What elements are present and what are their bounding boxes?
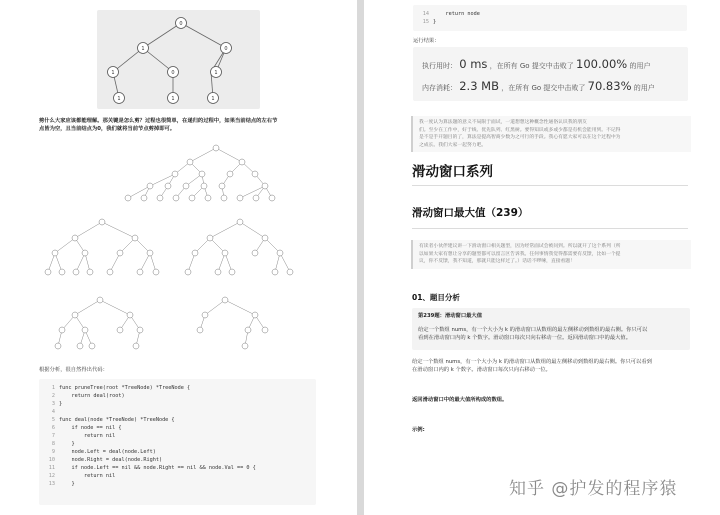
exec-time-value: 0 ms <box>459 57 488 71</box>
example-label: 示例: <box>412 427 425 433</box>
code-line: return nil <box>59 473 116 479</box>
tree-node-label: 0 <box>179 21 183 27</box>
code-line: func deal(node *TreeNode) *TreeNode { <box>59 417 175 423</box>
memory-percent: 70.83% <box>587 79 632 93</box>
divider <box>412 185 688 186</box>
section-title-sliding-window: 滑动窗口系列 <box>412 164 493 180</box>
tree-node-label: 1 <box>211 96 215 102</box>
problem-statement-box <box>412 308 690 350</box>
zhihu-watermark: 知乎 @护发的程序猿 <box>509 479 678 499</box>
tree-node-label: 1 <box>214 70 218 76</box>
quote-algorithm-thoughts: 我一度认为算法题的意义不局限于面试，一道想想这种概念性通俗认识我的朋友 们。至少在工作中，好于线、优先队列、红黑树。要得知识或多或少都是有机会能用到。不记得 是不是手开题目的了，算法是提高智商少数为之可行的手段。我心有愿大家可以在这个过程中为 之成长。我们大家一起努力吧。 <box>411 116 691 152</box>
code-line: return deal(root) <box>59 393 125 399</box>
code-block-prune-tree: 1 func pruneTree(root *TreeNode) *TreeNode { 2 return deal(root) 3 } 4 5 func deal(node *TreeNode) *TreeNode { 6 if node == nil { 7 return nil 8 } 9 node.Left = deal(node.Left) 10 node.Right = deal(node.Right) 11 if node.Left == nil && node.Right == nil && node.Val == 0 { 12 return nil 13 } <box>39 379 316 505</box>
tree-node-label: 0 <box>171 70 175 76</box>
tree-node-label: 1 <box>141 46 145 52</box>
left-page <box>0 0 357 515</box>
page-gutter <box>357 0 364 515</box>
code-line: func pruneTree(root *TreeNode) *TreeNode { <box>59 385 191 391</box>
code-line: } <box>433 19 437 25</box>
code-line: if node == nil { <box>59 425 122 431</box>
quote-reader-request: 有读者小伙伴建议讲一下滑动窗口相关题型，因为经常面试会被问到。所以就开了这个系列（所 以如果大家有想让分享的题型都可以留言区告诉我。任何事情我觉得都需要有反馈，比如一个提 议，你不反馈，我不知道，那就只能这样过了。）话话不啰嗦，直接看题！ <box>411 240 691 269</box>
problem-box-body: 给定一个数组 nums，有一个大小为 k 的滑动窗口从数组的最左侧移动到数组的最右侧。你只可以 看到在滑动窗口内的 k 个数字。滑动窗口每次只向右移动一位。返回滑动窗口中的最大值。 <box>418 327 648 341</box>
tree-node-label: 1 <box>171 96 175 102</box>
figure-pruning-steps <box>40 140 320 360</box>
right-page <box>364 0 720 515</box>
code-line: node.Right = deal(node.Right) <box>59 457 163 463</box>
heading-problem-analysis: 01、题目分析 <box>412 293 460 302</box>
problem-return-text: 返回滑动窗口中的最大值所构成的数组。 <box>412 397 508 403</box>
memory-value: 2.3 MB <box>459 79 499 93</box>
code-line: } <box>59 481 75 487</box>
code-line: return nil <box>59 433 116 439</box>
memory-row: 内存消耗： 2.3 MB ，在所有 Go 提交中击败了 70.83% 的用户 <box>422 79 655 93</box>
divider <box>412 228 688 229</box>
tree-node-label: 0 <box>224 46 228 52</box>
code-line: } <box>59 441 75 447</box>
exec-time-row: 执行用时： 0 ms ，在所有 Go 提交中击败了 100.00% 的用户 <box>422 57 651 71</box>
problem-box-title: 第239题：滑动窗口最大值 <box>418 313 483 319</box>
code-line: if node.Left == nil && node.Right == nil && node.Val == 0 { <box>59 465 256 471</box>
code-line: } <box>59 401 63 407</box>
figure-binary-tree <box>97 10 260 109</box>
result-label: 运行结果： <box>413 38 440 44</box>
problem-title-239: 滑动窗口最大值（239） <box>412 207 529 219</box>
tree-node-label: 1 <box>111 70 115 76</box>
paragraph-pruning: 剪什么大家应该都能理解。那关键是怎么剪？过程也很简单，在递归的过程中，如果当前结点的左右节 点皆为空，且当前结点为0，我们就将当前节点剪掉即可。 <box>39 118 278 132</box>
problem-description: 给定一个数组 nums，有一个大小为 k 的滑动窗口从数组的最左侧移动到数组的最右侧。你只可以看到 在滑动窗口内的 k 个数字。滑动窗口每次只向右移动一位。 <box>412 359 652 373</box>
paragraph-code-intro: 根据分析，很自然得出代码： <box>39 367 108 373</box>
code-line: return node <box>433 11 480 17</box>
tree-node-label: 1 <box>117 96 121 102</box>
code-line: node.Left = deal(node.Left) <box>59 449 156 455</box>
result-box <box>413 47 688 101</box>
exec-time-percent: 100.00% <box>576 57 628 71</box>
code-block-continued: 14 return node 15 } <box>413 5 687 31</box>
binary-tree-svg <box>97 10 260 109</box>
